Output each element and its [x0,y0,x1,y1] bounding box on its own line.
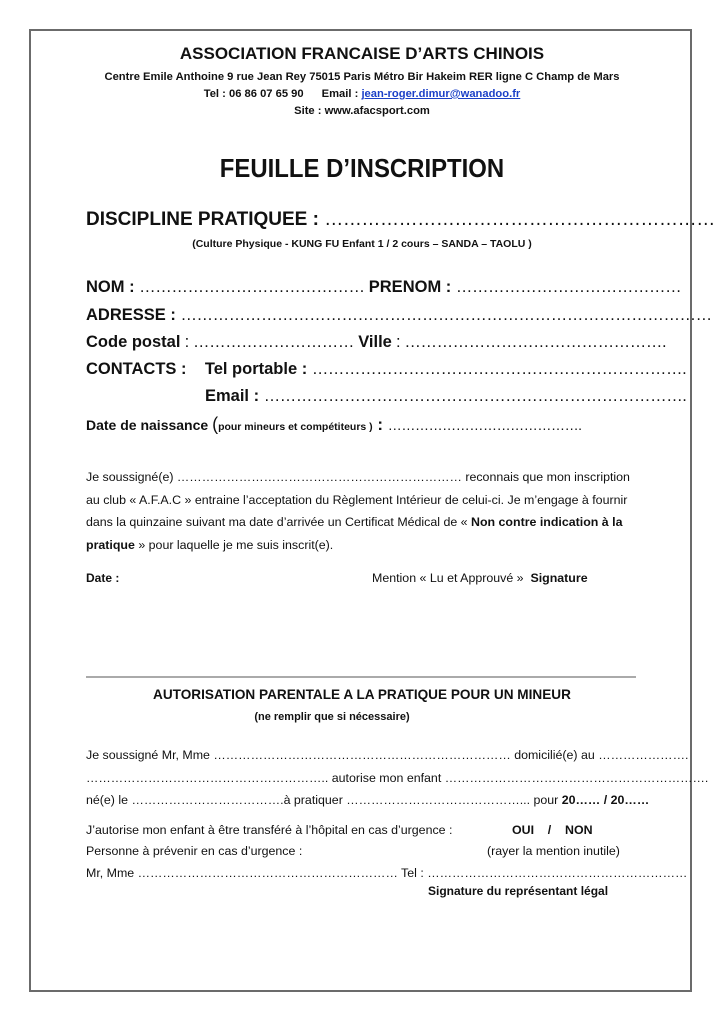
cp-field[interactable]: : ………………………… [180,333,359,351]
name-row [86,278,681,297]
birthdate-row [86,414,582,435]
dob-note: pour mineurs et compétiteurs ) [218,421,373,433]
auth-line-4: J’autorise mon enfant à être transféré à l’hôpital en cas d’urgence : [86,823,453,837]
authorization-title: AUTORISATION PARENTALE A LA PRATIQUE POUR UN MINEUR [153,687,571,702]
declaration-text: Je soussigné(e) …………………………………………………………… reconnais que mon inscription au club « A.F.A.C » entraine l’acceptation du Règlement Intérieur de celui-ci. Je m’engage à fournir dans la quinzaine suivant ma date d’arrivée un Certificat Médical de « [86,470,630,529]
contact-line [30,88,694,100]
form-title: FEUILLE D’INSCRIPTION [219,153,505,183]
phone-number: Tel : 06 86 07 65 90 [203,88,304,100]
date-label: Date : [86,571,120,585]
prenom-field[interactable]: …………………………………… [455,278,682,296]
legal-signature-label: Signature du représentant légal [428,884,609,898]
declaration-end: » pour laquelle je me suis inscrit(e). [134,537,334,552]
mention-signature [372,571,588,585]
oui-non-choice[interactable]: OUI / NON [512,823,593,837]
discipline-field[interactable] [86,209,715,231]
rayer-note: (rayer la mention inutile) [487,844,620,858]
dob-colon: : [372,415,388,434]
adresse-field[interactable]: ……………………………………………………………………………………… [180,306,712,324]
nom-field[interactable]: …………………………………… [139,278,369,296]
postal-row [86,333,666,352]
dob-field[interactable]: ……………………………………. [387,417,582,433]
auth-line-3-text: né(e) le ……………………………….à pratiquer ……………………………………... pour [86,793,562,807]
email-link[interactable]: jean-roger.dimur@wanadoo.fr [361,88,521,100]
contacts-label: CONTACTS : Tel portable : [86,360,312,378]
auth-line-6[interactable]: Mr, Mme ……………………………………………………… Tel : ……………………………………………………… [86,866,688,880]
email-field[interactable]: ……………………………………………………………………. [263,387,687,405]
dob-paren: ( [212,414,219,434]
auth-line-3[interactable] [86,793,649,807]
discipline-label: DISCIPLINE PRATIQUEE : [86,209,325,230]
auth-line-2[interactable]: ………………………………………………….. autorise mon enfant ………………………………………………………. [86,771,709,785]
nom-label: NOM : [86,278,140,296]
discipline-dots: ……………………………………………………… [324,209,715,230]
declaration-paragraph [86,466,646,556]
dob-label: Date de naissance [86,417,213,433]
association-address: Centre Emile Anthoine 9 rue Jean Rey 75015 Paris Métro Bir Hakeim RER ligne C Champ de Mars [104,71,620,83]
adresse-label: ADRESSE : [86,306,181,324]
contacts-row [86,360,686,379]
tel-field[interactable]: ……………………………………………………………. [311,360,687,378]
email-field-label: Email : [205,387,264,405]
association-name: ASSOCIATION FRANCAISE D’ARTS CHINOIS [179,44,545,63]
email-row [205,387,686,406]
auth-line-5: Personne à prévenir en cas d’urgence : [86,844,303,858]
address-row [86,306,712,325]
signature-label: Signature [530,571,588,585]
mention-text: Mention « Lu et Approuvé » [372,571,531,585]
website: Site : www.afacsport.com [294,105,430,117]
prenom-label: PRENOM : [368,278,456,296]
authorization-subtitle: (ne remplir que si nécessaire) [254,711,410,723]
email-label: Email : [321,88,362,100]
section-divider [86,676,636,678]
declaration-bold: Non contre indication à la pratique [86,515,623,552]
discipline-options: (Culture Physique - KUNG FU Enfant 1 / 2 cours – SANDA – TAOLU ) [192,238,532,250]
season-years: 20…… / 20…… [561,793,650,807]
ville-field[interactable]: : …………………………………………. [391,333,667,351]
cp-label: Code postal [86,333,181,351]
ville-label: Ville [358,333,392,351]
auth-line-1[interactable]: Je soussigné Mr, Mme ……………………………………………………………… domicilié(e) au …………………. [86,748,689,762]
